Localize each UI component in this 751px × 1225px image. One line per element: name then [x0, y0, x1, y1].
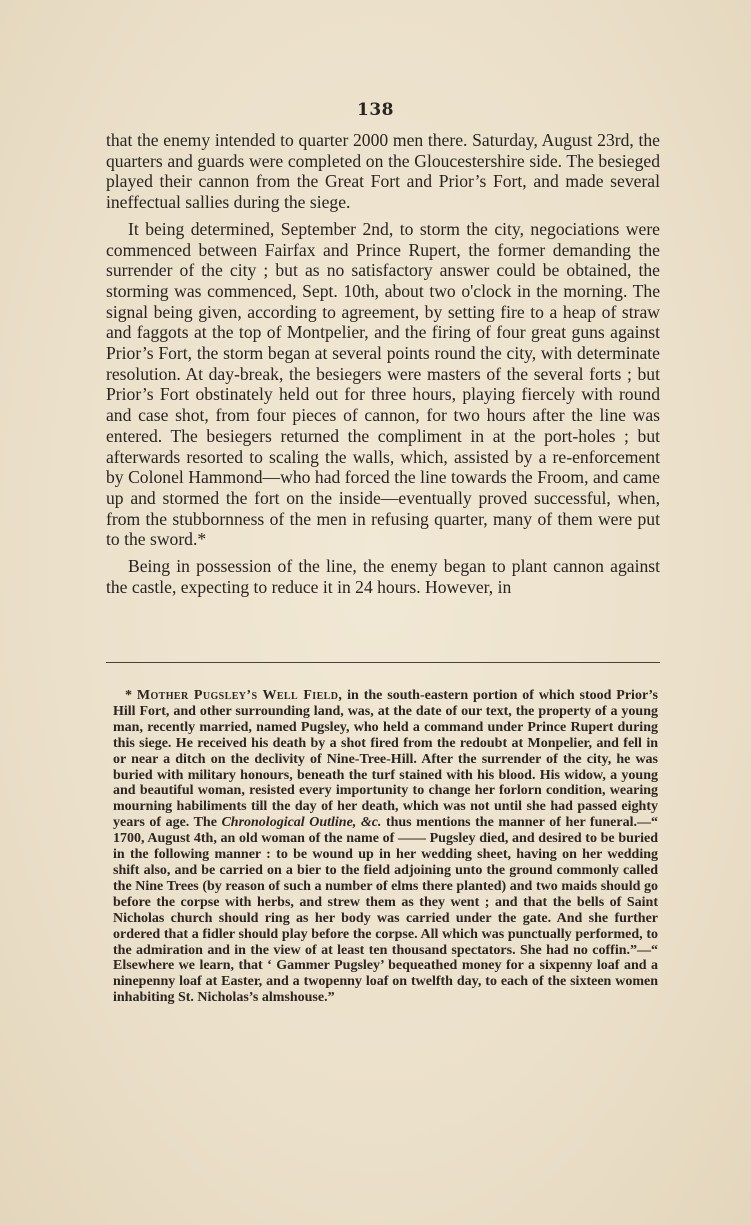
- paragraph-storming: It being determined, September 2nd, to storm the city, negociations were commenced between Fairfax and Prince Rupert, the former demanding the surrender of the city ; but as no satisfactory answer could be obtained, the storming was commenced, Sept. 10th, about two o'clock in the morning. The signal being given, according to agreement, by setting fire to a heap of straw and faggots at the top of Montpelier, and the firing of four great guns against Prior’s Fort, the storm began at several points round the city, with determinate resolution. At day-break, the besiegers were masters of the several forts ; but Prior’s Fort obstinately held out for three hours, playing fiercely with round and case shot, from four pieces of cannon, for two hours after the line was entered. The besiegers returned the compliment in at the port-holes ; but afterwards resorted to scaling the walls, which, assisted by a re-enforcement by Colonel Hammond—who had forced the line towards the Froom, and came up and stormed the fort on the inside—eventually proved successful, when, from the stubbornness of the men in refusing quarter, many of them were put to the sword.*: [106, 218, 660, 550]
- page-number: 138: [357, 100, 394, 120]
- paragraph-castle: Being in possession of the line, the enemy began to plant cannon against the castle, expecting to reduce it in 24 hours. However, in: [106, 556, 660, 597]
- footnote-heading: Mother Pugsley’s Well Field,: [136, 688, 343, 703]
- main-text: [106, 130, 660, 603]
- footnote-text-part2: thus mentions the manner of her funeral.—“ 1700, August 4th, an old woman of the name of —— Pugsley died, and desired to be buried in the following manner : to be wound up in her wedding sheet, having on her wedding shift also, and be carried on a bier to the field adjoining unto the ground commonly called the Nine Trees (by reason of such a number of elms there planted) and two maids should go before the corpse with herbs, and strew them as they went ; and that the bells of Saint Nicholas church should ring as her body was carried under the gate. And she further ordered that a fidler should play before the corpse. All which was punctually performed, to the admiration and in the view of at least ten thousand spectators. She had no coffin.”—“ Elsewhere we learn, that ‘ Gammer Pugsley’ bequeathed money for a sixpenny loaf and a ninepenny loaf at Easter, and a twopenny loaf on twelfth day, to each of the sixteen women inhabiting St. Nicholas’s almshouse.”: [113, 815, 658, 1006]
- footnote-text-part1: in the south-eastern portion of which stood Prior’s Hill Fort, and other surrounding land, was, at the date of our text, the property of a young man, recently married, named Pugsley, who held a command under Prince Rupert during this siege. He received his death by a shot fired from the redoubt at Monpelier, and fell in or near a ditch on the declivity of Nine-Tree-Hill. After the surrender of the city, he was buried with military honours, beneath the turf stained with his blood. His widow, a young and beautiful woman, resisted every importunity to change her forlorn condition, wearing mourning habiliments till the day of her death, which was not until she had passed eighty years of age. The: [113, 688, 658, 831]
- footnote-divider: [106, 662, 660, 663]
- footnote-marker: *: [125, 688, 137, 703]
- paragraph-continued: that the enemy intended to quarter 2000 men there. Saturday, August 23rd, the quarters and guards were completed on the Gloucestershire side. The besieged played their cannon from the Great Fort and Prior’s Fort, and made several ineffectual sallies during the siege.: [106, 130, 660, 213]
- footnote: [113, 688, 658, 1006]
- footnote-source-title: Chronological Outline, &c.: [221, 815, 382, 831]
